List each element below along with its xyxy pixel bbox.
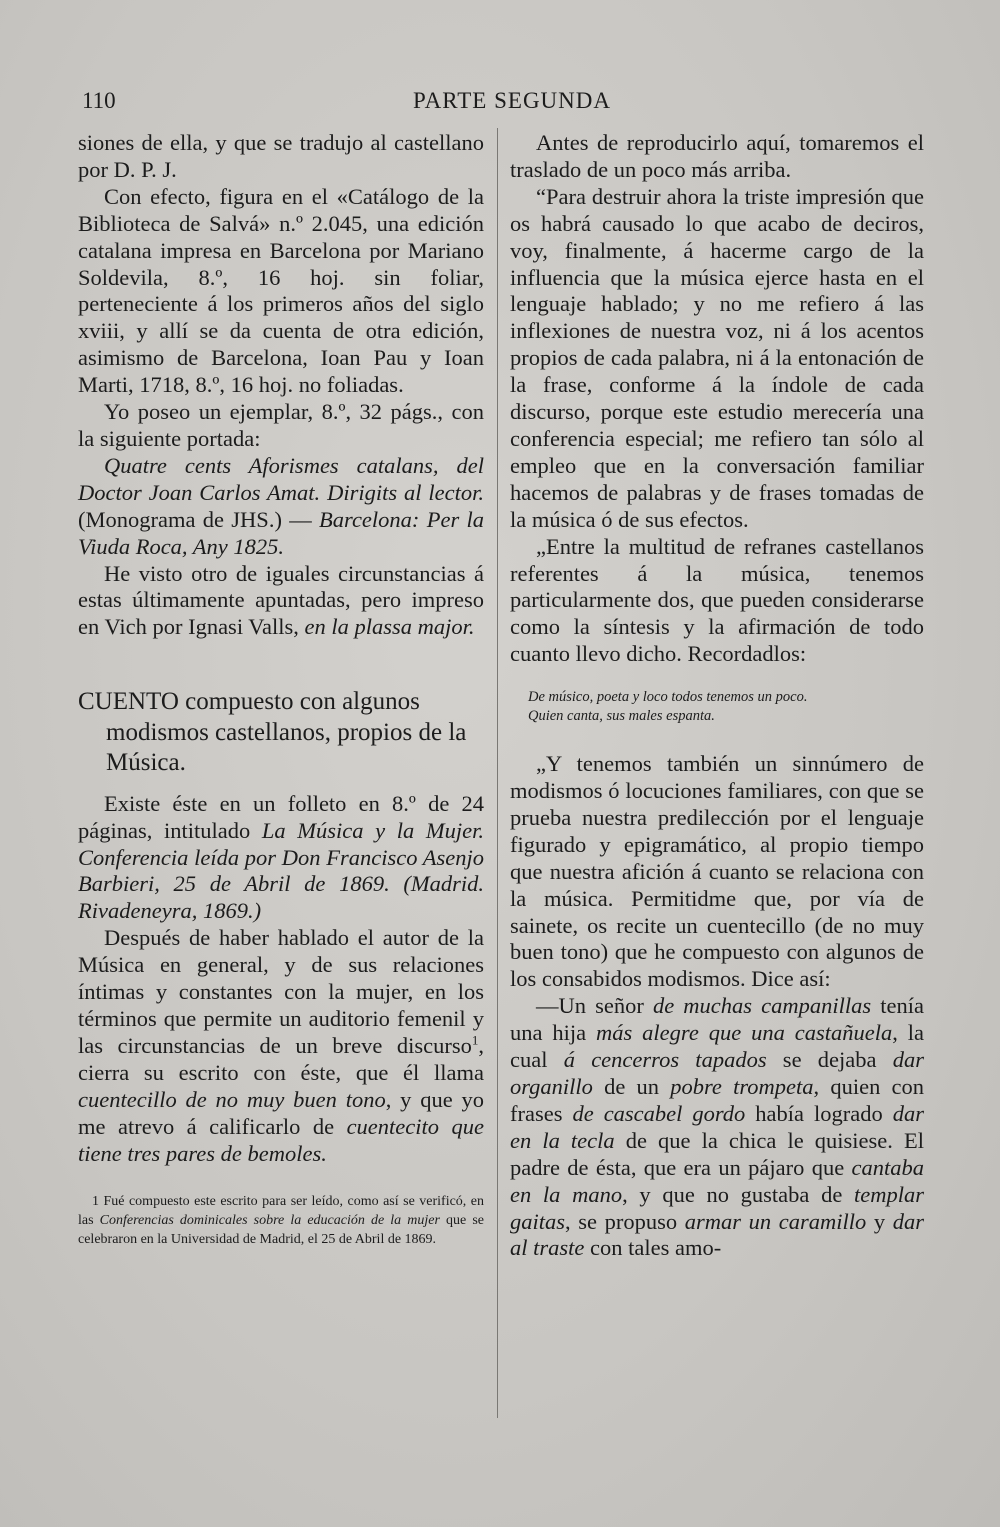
text-run: He visto otro de iguales circunstancias á estas últimamente apuntadas, pero impreso en Vich por Ignasi Valls, <box>78 560 484 640</box>
text-run: , se propuso <box>565 1208 685 1234</box>
text-run: —Un señor <box>536 993 653 1019</box>
italic-run: cuentecito que tiene tres pares de bemoles. <box>78 1113 484 1166</box>
page-number: 110 <box>82 88 116 113</box>
text-run: que se celebraron en la Universidad de Madrid, el 25 de Abril de 1869. <box>78 1213 484 1247</box>
idiom: á cencerros tapados <box>563 1047 767 1073</box>
idiom: dar en la tecla <box>510 1100 924 1153</box>
paragraph: „Y tenemos también un sinnúmero de modismos ó locuciones familiares, con que se prueba nuestra predilección por el lenguaje figurado y epigramático, al propio tiempo que nuestra afición á cuanto se relaciona con la música. Permitidme que, por vía de sainete, os recite un cuentecillo (de no muy buen tono) que he compuesto con algunos de los consabidos modismos. Dice así: <box>510 751 924 992</box>
right-column <box>510 130 924 1262</box>
text-run: Después de haber hablado el autor de la Música en general, y de sus relaciones íntimas y constantes con la mujer, en los términos que permite un auditorio femenil y las circunstancias de un breve discurso <box>78 925 484 1058</box>
idiom: dar organillo <box>510 1047 924 1099</box>
section-heading: CUENTO compuesto con algunos modismos castellanos, propios de la Música. <box>78 688 467 777</box>
text-run: tenía una hija <box>510 993 924 1046</box>
italic-run: cuentecillo de no muy buen tono <box>78 1086 386 1112</box>
text-run: 1 Fué compuesto este escrito para ser leído, como así se verificó, en las <box>78 1194 484 1228</box>
paragraph <box>78 561 484 642</box>
paragraph <box>510 993 924 1262</box>
verse-line: De músico, poeta y loco todos tenemos un poco. <box>528 689 808 706</box>
paragraph: Yo poseo un ejemplar, 8.º, 32 págs., con la siguiente portada: <box>78 399 484 451</box>
text-run: y <box>866 1208 893 1234</box>
italic-run: La Música y la Mujer. Conferencia leída por Don Francisco Asenjo Barbieri, 25 de Abril de 1869. (Madrid. Rivadeneyra, 1869.) <box>78 817 484 924</box>
paragraph: „Entre la multitud de refranes castellanos referentes á la música, tenemos particularmente dos, que pueden considerarse como la síntesis y la afirmación de todo cuanto llevo dicho. Recordadlos: <box>510 533 924 667</box>
idiom: de muchas campanillas <box>652 993 872 1019</box>
idiom: pobre trompeta <box>670 1074 814 1099</box>
text-run: de que la chica le quisiese. El padre de ésta, que era un pájaro que <box>510 1127 924 1180</box>
paragraph <box>78 791 484 926</box>
text-run: , y que no gustaba de <box>622 1181 854 1207</box>
running-head: PARTE SEGUNDA <box>413 88 611 113</box>
text-run: Existe éste en un folleto en 8.º de 24 páginas, intitulado <box>78 790 484 843</box>
idiom: armar un caramillo <box>684 1208 867 1234</box>
column-divider <box>497 128 498 1418</box>
text-run: (Monograma de JHS.) — <box>78 506 320 532</box>
text-run: , y que yo me atrevo á calificarlo de <box>78 1086 484 1139</box>
page-header <box>82 88 920 122</box>
verse-block <box>510 688 924 725</box>
text-run: , la cual <box>510 1020 924 1073</box>
idiom: templar gaitas <box>510 1181 924 1234</box>
idiom: cantaba en la mano <box>510 1154 924 1207</box>
footnote-ref: 1 <box>471 1032 479 1048</box>
idiom: dar al traste <box>510 1208 925 1261</box>
book-title: Quatre cents Aforismes catalans, del Doctor Joan Carlos Amat. Dirigits al lector. <box>78 452 484 505</box>
text-run: se dejaba <box>766 1047 893 1073</box>
text-run: , quien con frases <box>510 1074 924 1126</box>
paragraph: “Para destruir ahora la triste impresión que os habrá causado lo que acabo de deciros, voy, finalmente, á hacerme cargo de la influencia que la música ejerce hasta en el lenguaje hablado; y no me refiero á las inflexiones de nuestra voz, ni á los acentos propios de cada palabra, ni á la entonación de la frase, conforme á la índole de cada discurso, porque este estudio merecería una conferencia especial; me refiero tan sólo al empleo que en la conversación familiar hacemos de palabras y de frases tomadas de la música ó de sus efectos. <box>510 183 924 532</box>
idiom: de cascabel gordo <box>572 1100 746 1126</box>
text-run: había logrado <box>745 1100 893 1126</box>
left-column <box>78 130 484 1249</box>
section-gap <box>78 641 484 687</box>
idiom: más alegre que una castañuela <box>596 1020 893 1046</box>
footnote <box>78 1193 484 1249</box>
verse-line: Quien canta, sus males espanta. <box>528 707 715 724</box>
text-run: con tales amo- <box>584 1235 722 1261</box>
italic-run: en la plassa major. <box>304 614 475 640</box>
italic-run: Conferencias dominicales sobre la educación de la mujer <box>99 1213 440 1228</box>
text-run: de un <box>592 1074 671 1099</box>
paragraph <box>78 925 484 1167</box>
paragraph: siones de ella, y que se tradujo al castellano por D. P. J. <box>78 130 484 182</box>
paragraph: Con efecto, figura en el «Catálogo de la Biblioteca de Salvá» n.º 2.045, una edición catalana impresa en Barcelona por Mariano Soldevila, 8.º, 16 hoj. sin foliar, perteneciente á los primeros años del siglo xviii, y allí se da cuenta de otra edición, asimismo de Barcelona, Ioan Pau y Ioan Marti, 1718, 8.º, 16 hoj. no foliadas. <box>78 183 484 398</box>
paragraph <box>78 453 484 561</box>
text-run: , cierra su escrito con éste, que él llama <box>78 1032 484 1085</box>
imprint: Barcelona: Per la Viuda Roca, Any 1825. <box>78 506 484 559</box>
paragraph: Antes de reproducirlo aquí, tomaremos el traslado de un poco más arriba. <box>510 130 924 182</box>
